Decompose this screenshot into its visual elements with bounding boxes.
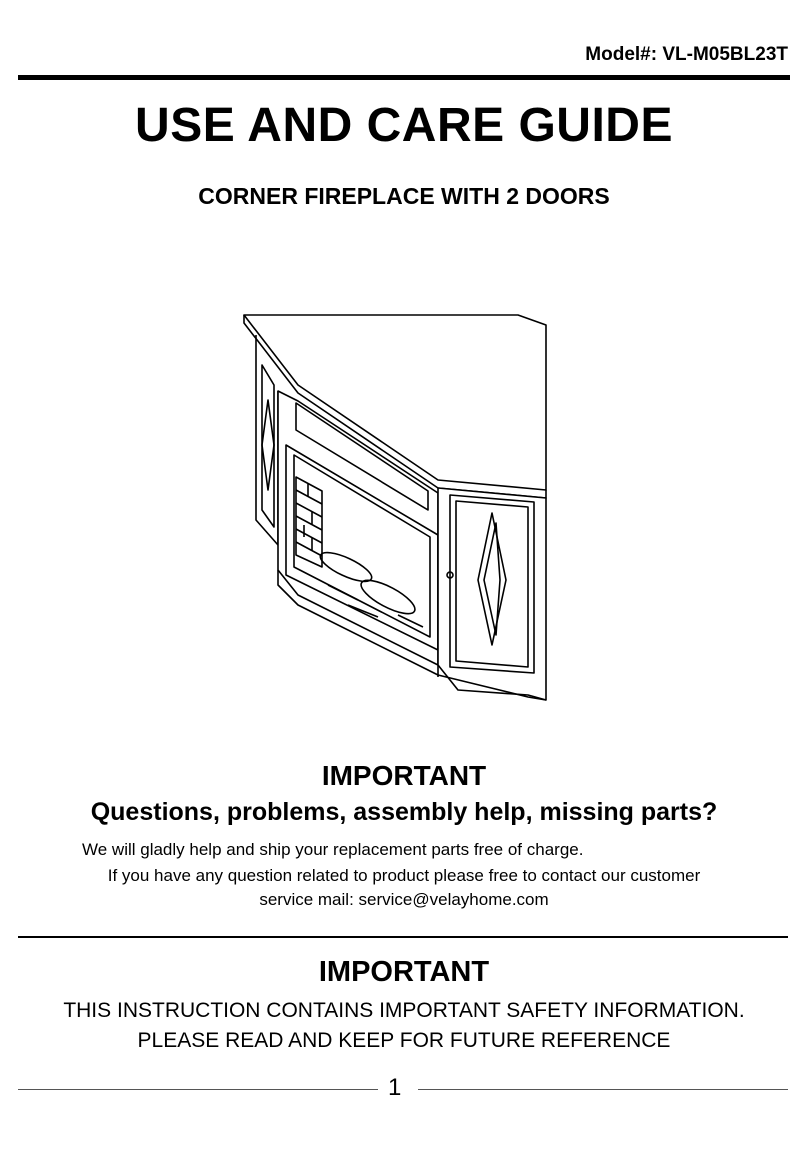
contact-line: If you have any question related to product please free to contact our customer (107, 866, 701, 885)
page-title: USE AND CARE GUIDE (135, 99, 673, 152)
safety-line: PLEASE READ AND KEEP FOR FUTURE REFERENCE (137, 1029, 671, 1052)
safety-heading: IMPORTANT (318, 956, 490, 988)
important-heading: IMPORTANT (321, 760, 487, 791)
footer-divider-left (18, 1089, 378, 1090)
model-number: Model#: VL-M05BL23T (585, 44, 788, 65)
questions-heading: Questions, problems, assembly help, missing parts? (90, 798, 718, 826)
safety-notice (0, 996, 808, 1056)
help-text: We will gladly help and ship your replacement parts free of charge. (82, 840, 584, 859)
service-email: service mail: service@velayhome.com (259, 890, 549, 909)
footer-divider-right (418, 1089, 788, 1090)
corner-fireplace-illustration (238, 305, 558, 705)
header-divider (18, 75, 790, 80)
safety-line: THIS INSTRUCTION CONTAINS IMPORTANT SAFETY INFORMATION. (63, 999, 745, 1022)
page-number: 1 (388, 1074, 402, 1101)
section-divider (18, 936, 788, 938)
contact-text (0, 864, 808, 912)
product-subtitle: CORNER FIREPLACE WITH 2 DOORS (198, 183, 610, 209)
